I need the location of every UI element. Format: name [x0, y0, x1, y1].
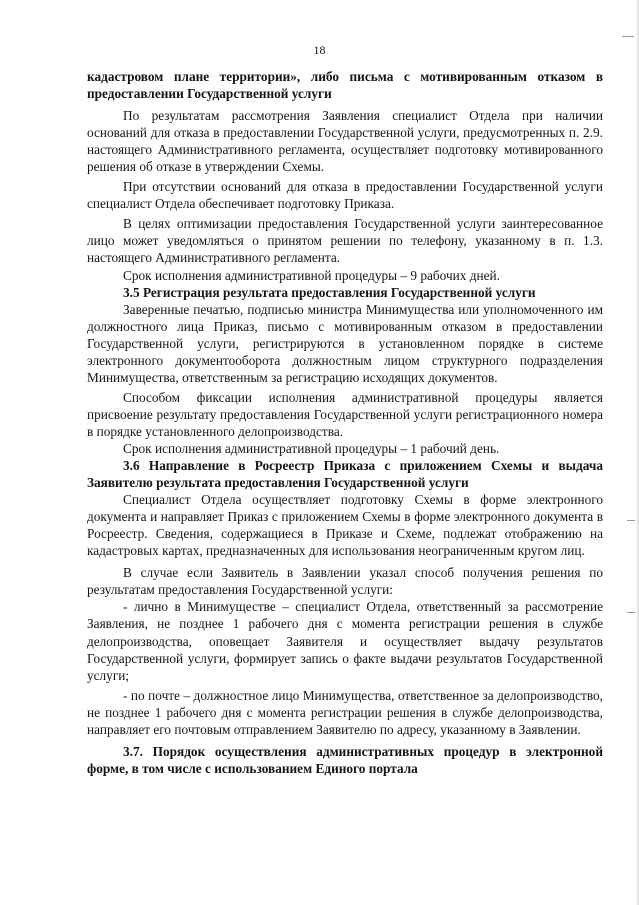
scan-mark: [627, 612, 635, 613]
scan-mark: [627, 520, 635, 521]
section-heading-3-5: 3.5 Регистрация результата предоставления Государственной услуги: [123, 284, 536, 300]
document-body: [87, 68, 603, 777]
section-heading-3-7: 3.7. Порядок осуществления административных процедур в электронной форме, в том числе с использованием Единого портала: [87, 743, 603, 776]
paragraph-term-9-days: Срок исполнения административной процедуры – 9 рабочих дней.: [123, 267, 500, 283]
scan-mark: [622, 36, 634, 37]
paragraph-receipt-method: В случае если Заявитель в Заявлении указал способ получения решения по результатам предоставления Государственной услуги:: [87, 565, 603, 598]
paragraph-order-preparation: При отсутствии оснований для отказа в предоставлении Государственной услуги специалист Отдела обеспечивает подготовку Приказа.: [87, 179, 603, 212]
list-item-by-mail: - по почте – должностное лицо Минимущества, ответственное за делопроизводство, не позднее 1 рабочего дня с момента регистрации решения в службе делопроизводства, направляет его почтовым отправлением Заявителю по адресу, указанному в Заявлении.: [87, 687, 603, 737]
paragraph-fixation-method: Способом фиксации исполнения административной процедуры является присвоение результату предоставления Государственной услуги регистрационного номера в порядке установленного делопроизводства.: [87, 389, 603, 439]
paragraph-refusal-decision: По результатам рассмотрения Заявления специалист Отдела при наличии оснований для отказа в предоставлении Государственной услуги, предусмотренных п. 2.9. настоящего Административного регламента, осуществляет подготовку мотивированного решения об отказе в утверждении Схемы.: [87, 108, 603, 175]
paragraph-registration: Заверенные печатью, подписью министра Минимущества или уполномоченного им должностного лица Приказ, письмо с мотивированным отказом в предоставлении Государственной услуги, регистрируются в установленном порядке в системе электронного документооборота должностным лицом структурного подразделения Минимущества, ответственным за регистрацию исходящих документов.: [87, 301, 603, 385]
paragraph-phone-notification: В целях оптимизации предоставления Государственной услуги заинтересованное лицо может уведомляться о принятом решении по телефону, указанному в п. 1.3. настоящего Административного регламента.: [87, 216, 603, 266]
page-number: 18: [313, 43, 326, 57]
list-item-in-person: - лично в Минимуществе – специалист Отдела, ответственный за рассмотрение Заявления, не позднее 1 рабочего дня с момента регистрации решения в службе делопроизводства, оповещает Заявителя и осуществляет выдачу результатов Государственной услуги, формирует запись о факте выдачи результатов Государственной услуги;: [87, 599, 603, 683]
section-heading-3-6: 3.6 Направление в Росреестр Приказа с приложением Схемы и выдача Заявителю результата предоставления Государственной услуги: [87, 458, 603, 491]
paragraph-rosreestr-sending: Специалист Отдела осуществляет подготовку Схемы в форме электронного документа и направляет Приказ с приложением Схемы в форме электронного документа в Росреестр. Сведения, содержащиеся в Приказе и Схеме, подлежат отображению на кадастровых картах, предназначенных для использования неограниченным кругом лиц.: [87, 492, 603, 559]
paragraph-term-1-day: Срок исполнения административной процедуры – 1 рабочий день.: [123, 440, 500, 456]
paragraph-continuation-heading: кадастровом плане территории», либо письма с мотивированным отказом в предоставлении Государственной услуги: [87, 69, 603, 102]
